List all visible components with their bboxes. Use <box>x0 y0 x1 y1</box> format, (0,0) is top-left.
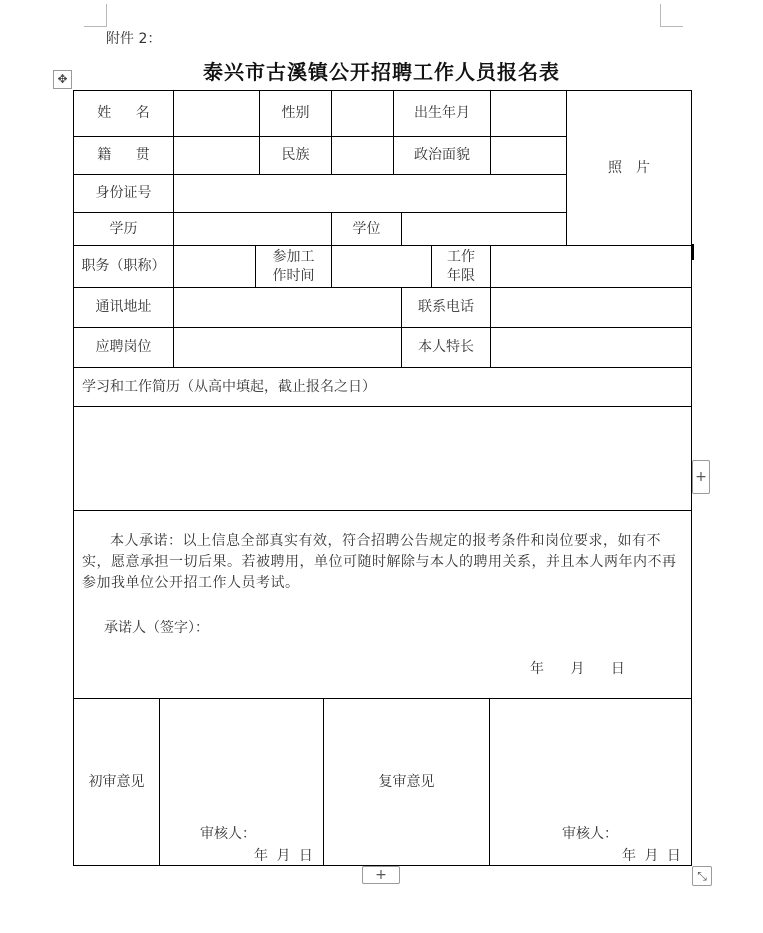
label-specialty: 本人特长 <box>418 339 474 355</box>
label-ethnicity-cell <box>259 136 331 174</box>
final-reviewer-label: 审核人： <box>562 826 618 842</box>
final-review-label-cell <box>323 698 489 866</box>
page-corner-mark-top-right <box>660 4 683 27</box>
add-row-button[interactable]: + <box>692 460 710 494</box>
table-move-handle-icon[interactable]: ✥ <box>53 70 72 89</box>
label-work-years: 工作年限 <box>447 248 475 284</box>
input-degree-cell[interactable] <box>401 212 566 245</box>
label-name: 姓 名 <box>97 105 160 121</box>
label-native-place: 籍 贯 <box>97 147 160 163</box>
input-id-number-cell[interactable] <box>173 174 566 212</box>
label-birth: 出生年月 <box>414 105 470 121</box>
input-native-place-cell[interactable] <box>173 136 259 174</box>
final-review-date: 年 月 日 <box>622 848 681 864</box>
label-education: 学历 <box>109 220 138 237</box>
label-address: 通讯地址 <box>95 299 152 315</box>
initial-review-content-cell[interactable] <box>159 698 323 866</box>
input-work-start-cell[interactable] <box>331 245 431 287</box>
label-work-start-cell <box>255 245 331 287</box>
initial-review-label: 初审意见 <box>88 773 145 790</box>
label-position-cell <box>73 327 173 367</box>
input-name-cell[interactable] <box>173 90 259 136</box>
label-work-start: 参加工作时间 <box>272 248 315 284</box>
table-resize-handle-icon[interactable]: ⤡ <box>692 866 712 886</box>
label-name-cell <box>73 90 173 136</box>
label-degree: 学位 <box>352 220 381 237</box>
pledge-text: 本人承诺：以上信息全部真实有效，符合招聘公告规定的报考条件和岗位要求，如有不实，愿意承担一切后果。若被聘用，单位可随时解除与本人的聘用关系，并且本人两年内不再参加我单位公开招工作人员考试。 <box>82 533 677 591</box>
input-education-cell[interactable] <box>173 212 331 245</box>
input-specialty-cell[interactable] <box>490 327 692 367</box>
label-position: 应聘岗位 <box>95 339 152 355</box>
label-id-number-cell <box>73 174 173 212</box>
resume-content-cell[interactable] <box>73 406 692 510</box>
label-id-number: 身份证号 <box>95 185 152 201</box>
input-ethnicity-cell[interactable] <box>331 136 393 174</box>
final-review-content-cell[interactable] <box>489 698 692 866</box>
label-work-years-cell <box>431 245 490 287</box>
input-work-years-cell[interactable] <box>490 245 692 287</box>
label-title-rank-cell <box>73 245 173 287</box>
initial-review-date: 年 月 日 <box>254 848 313 864</box>
input-position-cell[interactable] <box>173 327 401 367</box>
resume-header-cell <box>73 367 692 406</box>
document-title: 泰兴市古溪镇公开招聘工作人员报名表 <box>203 60 560 84</box>
add-column-button[interactable]: + <box>362 866 400 884</box>
label-title-rank: 职务（职称） <box>81 258 166 274</box>
pledge-signature-label: 承诺人（签字）： <box>104 620 209 636</box>
input-political-status-cell[interactable] <box>490 136 566 174</box>
label-phone: 联系电话 <box>418 299 474 315</box>
label-education-cell <box>73 212 173 245</box>
initial-reviewer-label: 审核人： <box>200 826 256 842</box>
input-gender-cell[interactable] <box>331 90 393 136</box>
initial-review-label-cell <box>73 698 159 866</box>
label-specialty-cell <box>401 327 490 367</box>
page-corner-mark-top-left <box>84 4 107 27</box>
label-political-status: 政治面貌 <box>414 147 470 163</box>
label-political-status-cell <box>393 136 490 174</box>
label-address-cell <box>73 287 173 327</box>
resume-label: 学习和工作简历（从高中填起，截止报名之日） <box>82 378 376 395</box>
label-degree-cell <box>331 212 401 245</box>
label-native-place-cell <box>73 136 173 174</box>
final-review-label: 复审意见 <box>378 773 435 790</box>
label-photo: 照 片 <box>608 159 650 176</box>
input-birth-cell[interactable] <box>490 90 566 136</box>
label-ethnicity: 民族 <box>281 147 310 163</box>
text-cursor-mark <box>691 244 694 260</box>
pledge-section <box>73 510 692 698</box>
input-phone-cell[interactable] <box>490 287 692 327</box>
label-birth-cell <box>393 90 490 136</box>
registration-form-table <box>73 90 692 866</box>
attachment-label: 附件 2： <box>106 31 162 47</box>
label-gender: 性别 <box>281 105 310 121</box>
photo-cell[interactable] <box>566 90 692 245</box>
input-address-cell[interactable] <box>173 287 401 327</box>
label-phone-cell <box>401 287 490 327</box>
label-gender-cell <box>259 90 331 136</box>
pledge-date-label: 年 月 日 <box>530 661 625 677</box>
input-title-rank-cell[interactable] <box>173 245 255 287</box>
